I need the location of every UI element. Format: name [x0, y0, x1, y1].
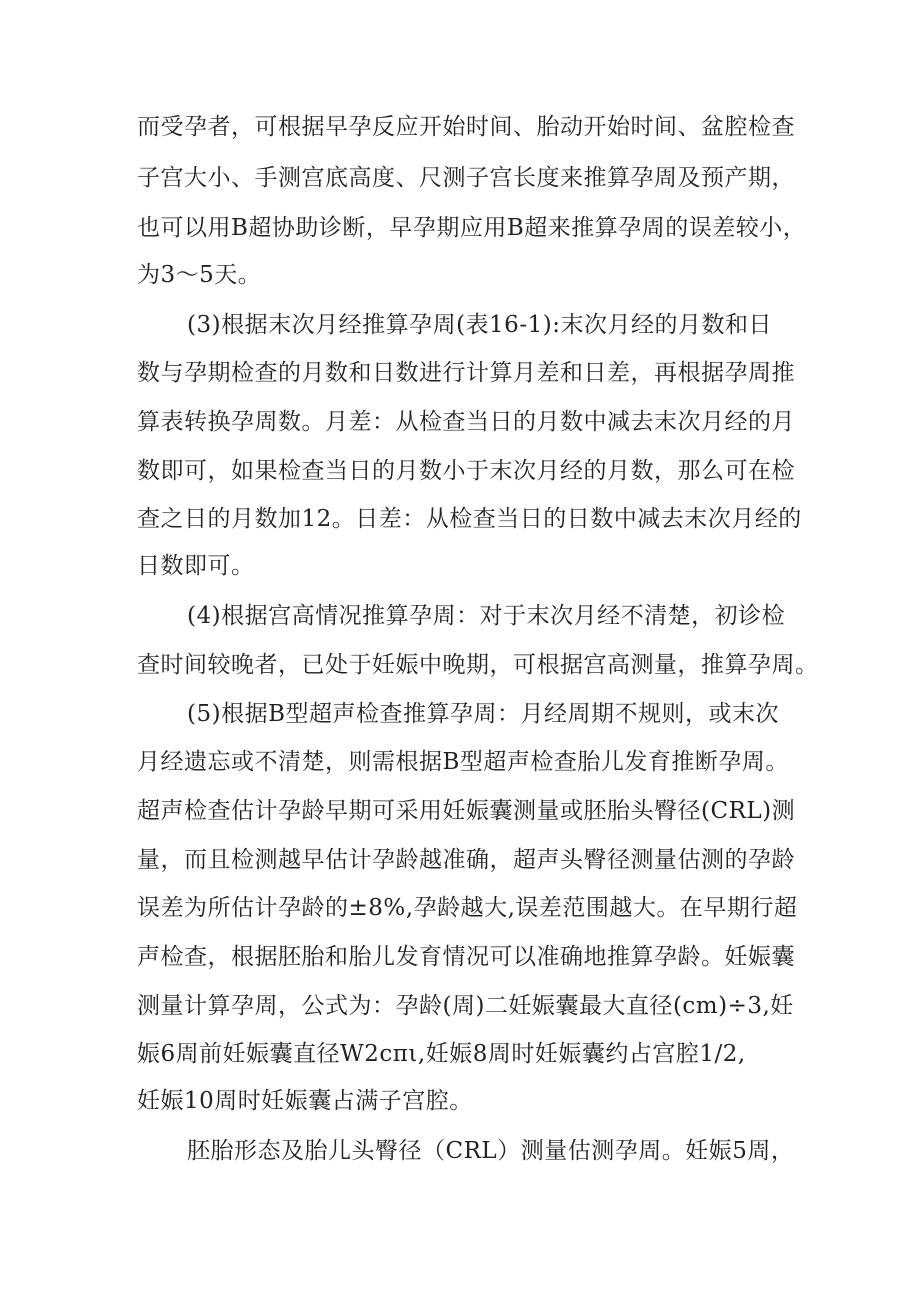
text-line: 为3～5天。: [137, 262, 262, 288]
text-line: 数与孕期检查的月数和日数进行计算月差和日差，再根据孕周推: [137, 360, 795, 386]
text-line: 子宫大小、手测宫底高度、尺测子宫长度来推算孕周及预产期，: [137, 165, 795, 191]
paragraph-start-line: (4)根据宫高情况推算孕周：对于末次月经不清楚，初诊检: [187, 603, 786, 629]
paragraph-start-line: (3)根据末次月经推算孕周(表16-1):末次月经的月数和日: [187, 312, 772, 338]
text-line: 也可以用B超协助诊断，早孕期应用B超来推算孕周的误差较小，: [137, 215, 807, 241]
paragraph-start-line: (5)根据B型超声检查推算孕周：月经周期不规则，或末次: [187, 701, 779, 727]
text-line: 误差为所估计孕龄的±8%,孕龄越大,误差范围越大。在早期行超: [137, 895, 798, 921]
text-line: 测量计算孕周，公式为：孕龄(周)二妊娠囊最大直径(cm)÷3,妊: [137, 993, 794, 1019]
text-line: 算表转换孕周数。月差：从检查当日的月数中减去末次月经的月: [137, 409, 795, 435]
paragraph-start-line: 胚胎形态及胎儿头臀径（CRL）测量估测孕周。妊娠5周，: [187, 1138, 795, 1164]
text-line: 查之日的月数加12。日差：从检查当日的日数中减去末次月经的: [137, 506, 802, 532]
text-line: 妊娠10周时妊娠囊占满子宫腔。: [137, 1088, 473, 1114]
text-line: 查时间较晚者，已处于妊娠中晚期，可根据宫高测量，推算孕周。: [137, 652, 819, 678]
text-line: 超声检查估计孕龄早期可采用妊娠囊测量或胚胎头臀径(CRL)测: [137, 798, 796, 824]
text-line: 月经遗忘或不清楚，则需根据B型超声检查胎儿发育推断孕周。: [137, 749, 789, 775]
text-line: 数即可，如果检查当日的月数小于末次月经的月数，那么可在检: [137, 458, 795, 484]
text-line: 而受孕者，可根据早孕反应开始时间、胎动开始时间、盆腔检查: [137, 114, 795, 140]
text-line: 日数即可。: [137, 553, 255, 579]
text-line: 量，而且检测越早估计孕龄越准确，超声头臀径测量估测的孕龄: [137, 847, 795, 873]
text-line: 娠6周前妊娠囊直径W2cπι,妊娠8周时妊娠囊约占宫腔1/2,: [137, 1041, 746, 1067]
text-line: 声检查，根据胚胎和胎儿发育情况可以准确地推算孕龄。妊娠囊: [137, 944, 795, 970]
